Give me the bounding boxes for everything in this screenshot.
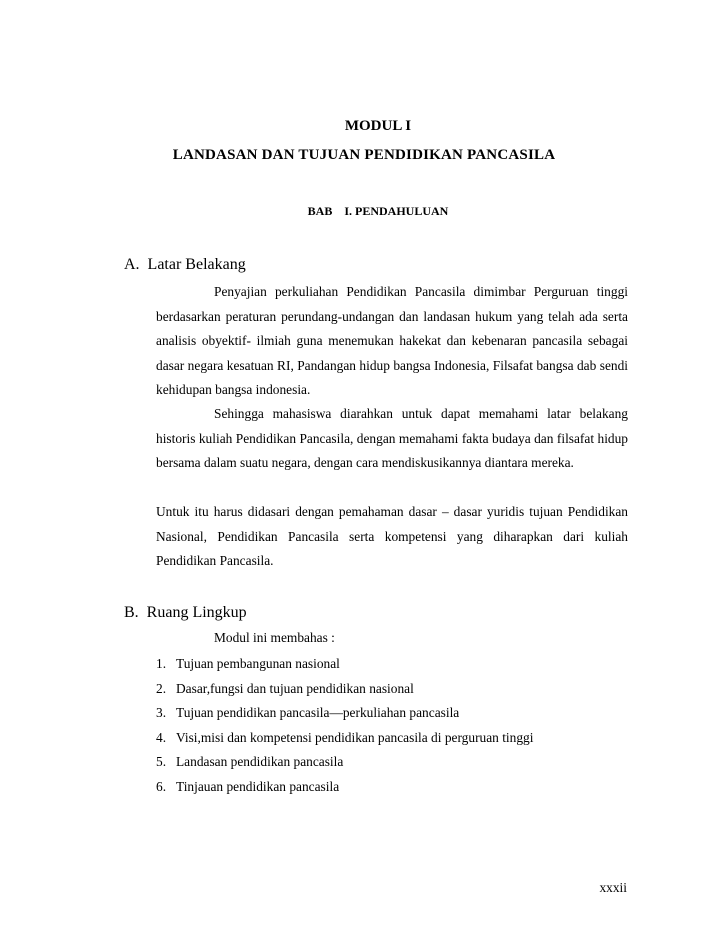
list-item-number: 4. <box>156 729 167 745</box>
list-item-text: Tinjauan pendidikan pancasila <box>176 778 340 794</box>
chapter-title: BAB I. PENDAHULUAN <box>307 204 449 218</box>
list-item-number: 1. <box>156 656 167 671</box>
list-item-text: Landasan pendidikan pancasila <box>176 754 344 769</box>
list-item-number: 2. <box>156 680 167 696</box>
list-item <box>156 701 533 726</box>
list-item-text: Visi,misi dan kompetensi pendidikan pancasila di perguruan tinggi <box>176 729 534 745</box>
list-item-number: 3. <box>156 705 167 720</box>
list-item-text: Tujuan pembangunan nasional <box>176 656 340 671</box>
list-item <box>156 652 533 677</box>
section-b-intro: Modul ini membahas : <box>214 630 335 645</box>
section-b-heading: B. Ruang Lingkup <box>124 604 247 621</box>
list-item-number: 6. <box>156 778 167 794</box>
section-a-paragraph-2: Sehingga mahasiswa diarahkan untuk dapat memahami latar belakang historis kuliah Pendidikan Pancasila, dengan memahami fakta budaya dan filsafat hidup bersama dalam suatu negara, dengan cara mendiskusikannya diantara mereka. <box>156 406 628 470</box>
list-item <box>156 726 533 751</box>
section-a-heading: A. Latar Belakang <box>124 256 246 273</box>
list-item-number: 5. <box>156 754 167 769</box>
list-item-text: Dasar,fungsi dan tujuan pendidikan nasional <box>176 680 414 696</box>
list-item <box>156 677 533 702</box>
page-number: xxxii <box>599 880 627 895</box>
main-title: LANDASAN DAN TUJUAN PENDIDIKAN PANCASILA <box>172 147 556 163</box>
section-a-paragraph-3: Untuk itu harus didasari dengan pemahaman dasar – dasar yuridis tujuan Pendidikan Nasional, Pendidikan Pancasila serta kompetensi yang diharapkan dari kuliah Pendidikan Pancasila. <box>156 504 628 568</box>
list-item <box>156 750 533 775</box>
module-title: MODUL I <box>344 118 412 134</box>
list-item <box>156 775 533 800</box>
scope-list <box>156 652 533 799</box>
section-a-paragraph-1: Penyajian perkuliahan Pendidikan Pancasila dimimbar Perguruan tinggi berdasarkan peraturan perundang-undangan dan landasan hukum yang telah ada serta analisis obyektif- ilmiah guna menemukan hakekat dan kebenaran pancasila sebagai dasar negara kesatuan RI, Pandangan hidup bangsa Indonesia, Filsafat bangsa dab sendi kehidupan bangsa indonesia. <box>156 284 628 397</box>
list-item-text: Tujuan pendidikan pancasila—perkuliahan pancasila <box>176 705 460 720</box>
